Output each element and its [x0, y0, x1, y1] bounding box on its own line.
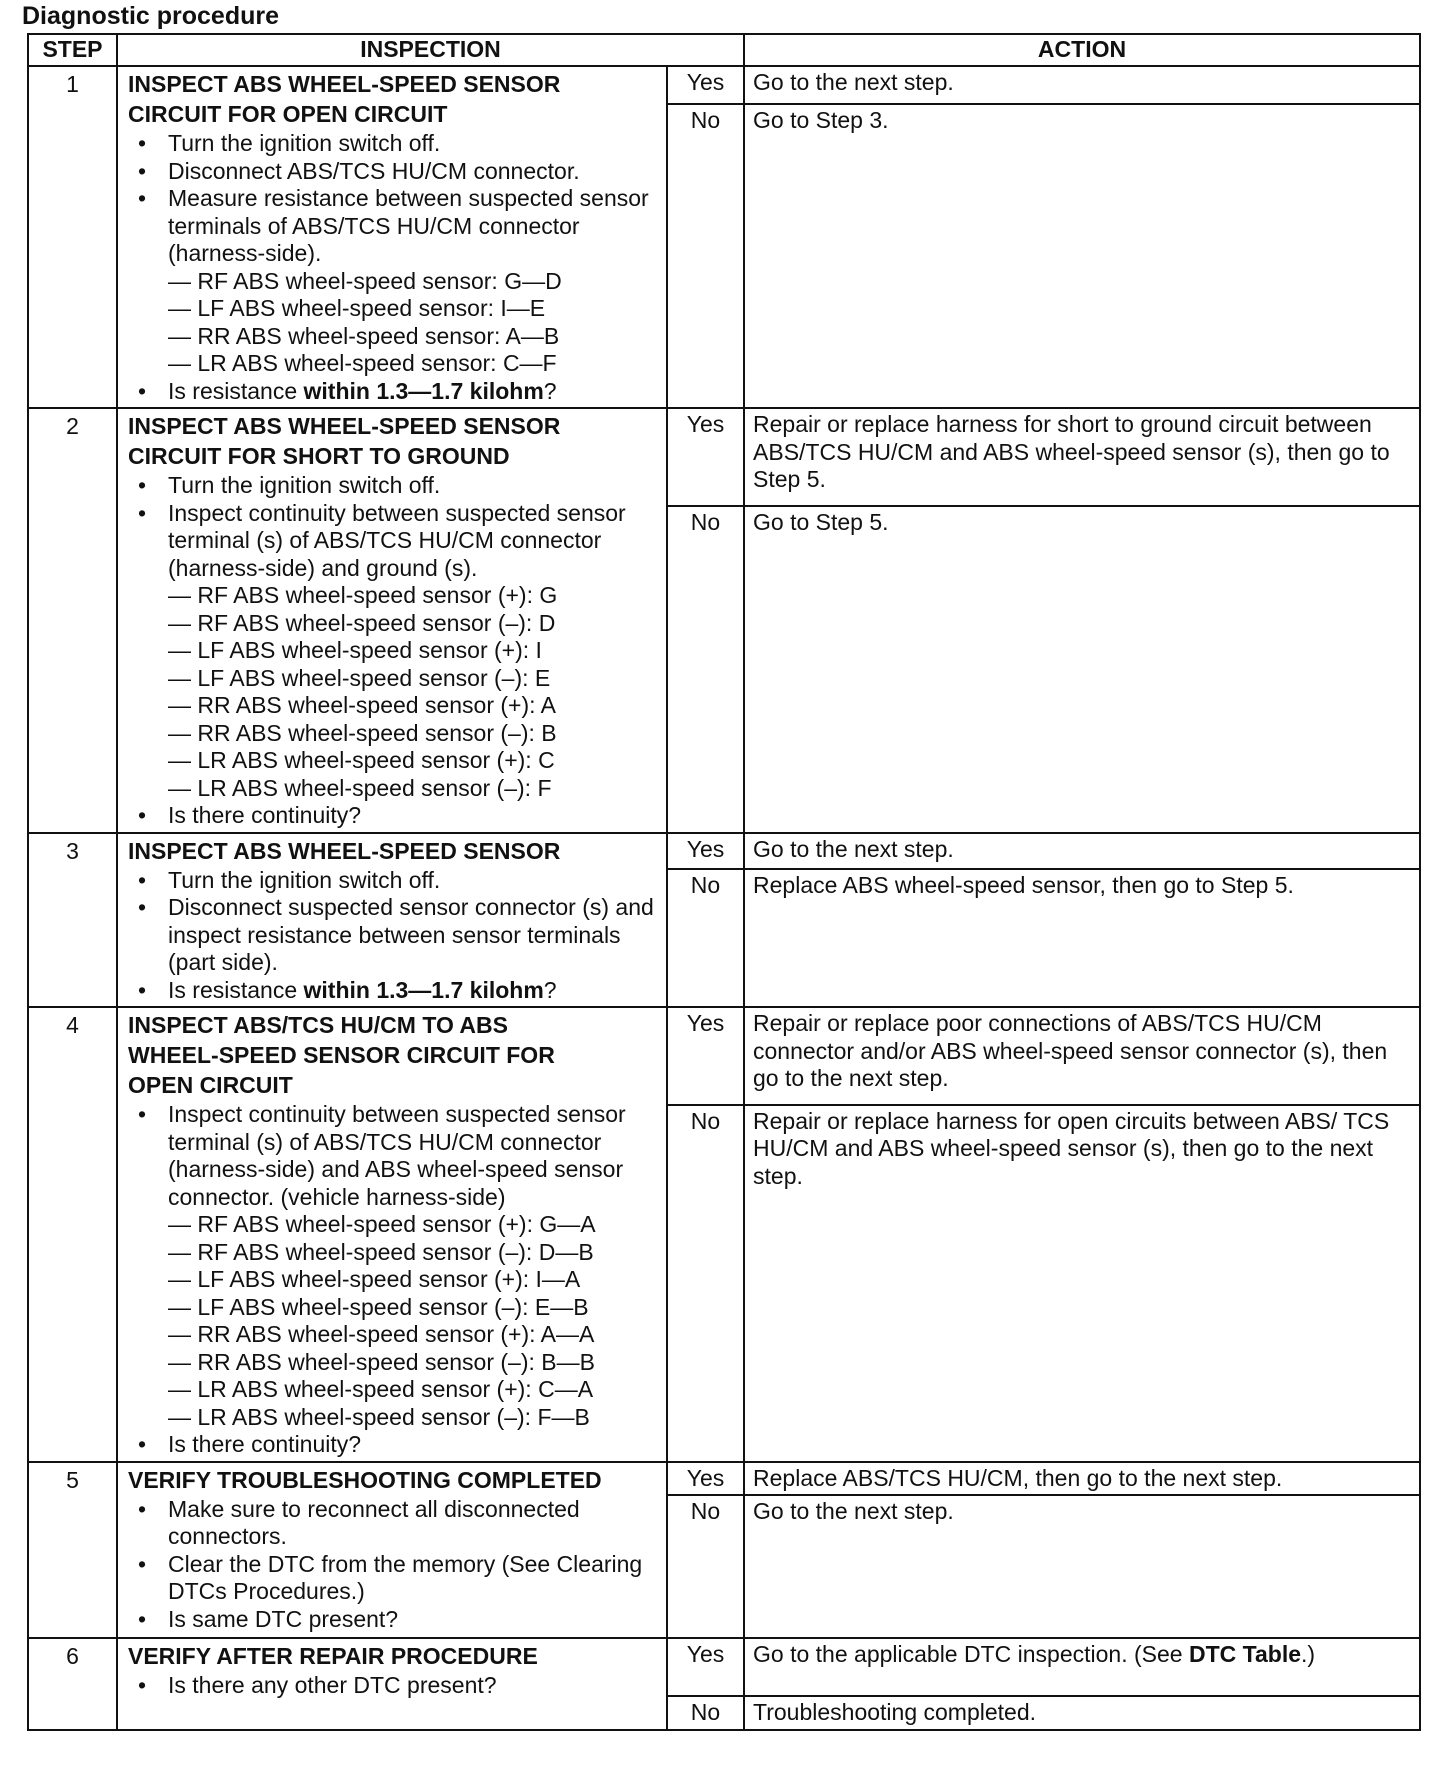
answer-no: No — [667, 1495, 744, 1638]
header-row — [28, 34, 1420, 66]
action-no: Repair or replace harness for open circuits between ABS/ TCS HU/CM and ABS wheel-speed sensor (s), then go to the next step. — [744, 1105, 1420, 1462]
bullet-item — [128, 500, 658, 803]
bullet-text: Disconnect suspected sensor connector (s) and inspect resistance between sensor terminals (part side). — [168, 894, 654, 975]
bullet-item — [128, 867, 658, 895]
action-no: Go to Step 3. — [744, 104, 1420, 408]
action-yes — [744, 408, 1420, 506]
action-yes-text: Go to the next step. — [753, 69, 954, 95]
bullet-text: Turn the ignition switch off. — [168, 866, 441, 893]
sub-item: — LF ABS wheel-speed sensor (–): E—B — [168, 1293, 589, 1320]
step-number: 1 — [28, 66, 117, 408]
step-number: 2 — [28, 408, 117, 833]
header-action: ACTION — [744, 34, 1420, 66]
inspection-title: OPEN CIRCUIT — [128, 1072, 293, 1098]
action-no: Go to the next step. — [744, 1495, 1420, 1638]
action-yes-text: Repair or replace poor connections of ABS/TCS HU/CM connector and/or ABS wheel-speed sensor connector (s), then go to the next step. — [753, 1010, 1388, 1091]
bullet-text: Turn the ignition switch off. — [168, 472, 441, 498]
inspection-bullets — [128, 1496, 658, 1634]
action-yes-end: .) — [1301, 1641, 1316, 1667]
bullet-bold-text: within 1.3—1.7 kilohm — [303, 976, 544, 1003]
inspection-title: VERIFY AFTER REPAIR PROCEDURE — [128, 1643, 538, 1669]
inspection-bullets — [128, 472, 658, 830]
inspection-title: INSPECT ABS WHEEL-SPEED SENSOR — [128, 837, 561, 864]
sub-item: — RF ABS wheel-speed sensor (–): D—B — [168, 1238, 594, 1265]
table-body — [28, 66, 1420, 1730]
action-yes — [744, 1007, 1420, 1105]
diagnostic-table — [27, 33, 1421, 1731]
bullet-text: Is resistance — [168, 976, 304, 1003]
inspection-title: VERIFY TROUBLESHOOTING COMPLETED — [128, 1466, 602, 1493]
bullet-item — [128, 378, 658, 406]
step-inspection — [117, 66, 667, 408]
step-number: 6 — [28, 1638, 117, 1730]
step-row — [28, 833, 1420, 870]
answer-yes: Yes — [667, 833, 744, 870]
sub-item: — RR ABS wheel-speed sensor (+): A — [168, 692, 556, 718]
answer-no: No — [667, 1696, 744, 1730]
header-inspection: INSPECTION — [117, 34, 744, 66]
sub-item: — LF ABS wheel-speed sensor (+): I — [168, 637, 542, 663]
bullet-text-end: ? — [543, 976, 557, 1003]
step-inspection — [117, 1638, 667, 1730]
sub-list — [168, 582, 658, 802]
bullet-item — [128, 977, 658, 1005]
action-yes-text: Go to the applicable DTC inspection. (See — [753, 1641, 1189, 1667]
sub-item: — RR ABS wheel-speed sensor (–): B — [168, 719, 557, 746]
sub-item: — LR ABS wheel-speed sensor (–): F — [168, 774, 552, 801]
bullet-item — [128, 1101, 658, 1431]
answer-no: No — [667, 869, 744, 1007]
step-number: 3 — [28, 833, 117, 1008]
inspection-title: INSPECT ABS WHEEL-SPEED SENSOR — [128, 413, 561, 439]
step-inspection — [117, 1462, 667, 1639]
action-no: Replace ABS wheel-speed sensor, then go to Step 5. — [744, 869, 1420, 1007]
bullet-text: Make sure to reconnect all disconnected connectors. — [168, 1495, 580, 1549]
action-yes-text: Replace ABS/TCS HU/CM, then go to the next step. — [753, 1464, 1283, 1491]
bullet-text: Measure resistance between suspected sensor terminals of ABS/TCS HU/CM connector (harness-side). — [168, 185, 649, 266]
inspection-bullets — [128, 1101, 658, 1459]
answer-yes: Yes — [667, 1638, 744, 1696]
sub-item: — RR ABS wheel-speed sensor (–): B—B — [168, 1348, 595, 1375]
answer-no: No — [667, 1105, 744, 1462]
sub-item: — RF ABS wheel-speed sensor (+): G — [168, 582, 558, 608]
bullet-item — [128, 130, 658, 158]
action-yes — [744, 833, 1420, 870]
action-yes-text: Go to the next step. — [753, 835, 954, 862]
inspection-bullets — [128, 1672, 658, 1700]
bullet-item — [128, 472, 658, 500]
sub-item: — LF ABS wheel-speed sensor: I—E — [168, 295, 546, 321]
step-row — [28, 408, 1420, 506]
action-yes-text: Repair or replace harness for short to ground circuit between ABS/TCS HU/CM and ABS wheel-speed sensor (s), then go to Step 5. — [753, 411, 1390, 492]
answer-yes: Yes — [667, 408, 744, 506]
action-no: Go to Step 5. — [744, 506, 1420, 832]
answer-yes: Yes — [667, 1007, 744, 1105]
bullet-item — [128, 1606, 658, 1634]
answer-no: No — [667, 506, 744, 832]
sub-item: — LF ABS wheel-speed sensor (+): I—A — [168, 1266, 581, 1292]
sub-item: — LF ABS wheel-speed sensor (–): E — [168, 664, 551, 691]
step-number: 5 — [28, 1462, 117, 1639]
header-step: STEP — [28, 34, 117, 66]
bullet-item — [128, 1551, 658, 1606]
inspection-title: INSPECT ABS/TCS HU/CM TO ABS — [128, 1012, 508, 1038]
sub-item: — RF ABS wheel-speed sensor (+): G—A — [168, 1211, 596, 1237]
step-row — [28, 1007, 1420, 1105]
inspection-bullets — [128, 130, 658, 405]
step-row — [28, 1638, 1420, 1696]
sub-item: — RR ABS wheel-speed sensor (+): A—A — [168, 1321, 595, 1347]
bullet-item — [128, 802, 658, 830]
action-yes — [744, 66, 1420, 104]
answer-yes: Yes — [667, 1462, 744, 1496]
bullet-text: Is resistance — [168, 377, 304, 404]
bullet-item — [128, 1672, 658, 1700]
bullet-text: Is there any other DTC present? — [168, 1672, 497, 1698]
answer-no: No — [667, 104, 744, 408]
bullet-bold-text: within 1.3—1.7 kilohm — [303, 377, 544, 404]
bullet-item — [128, 894, 658, 977]
bullet-text: Is there continuity? — [168, 802, 362, 828]
sub-item: — LR ABS wheel-speed sensor: C—F — [168, 350, 557, 376]
inspection-bullets — [128, 867, 658, 1005]
sub-item: — RF ABS wheel-speed sensor (–): D — [168, 609, 556, 636]
sub-item: — LR ABS wheel-speed sensor (–): F—B — [168, 1403, 590, 1430]
page-title: Diagnostic procedure — [22, 2, 279, 30]
step-row — [28, 1462, 1420, 1496]
step-inspection — [117, 833, 667, 1008]
step-inspection — [117, 1007, 667, 1462]
sub-item: — LR ABS wheel-speed sensor (+): C—A — [168, 1376, 594, 1402]
answer-yes: Yes — [667, 66, 744, 104]
sub-list — [168, 1211, 658, 1431]
inspection-title: WHEEL-SPEED SENSOR CIRCUIT FOR — [128, 1042, 555, 1068]
inspection-title: INSPECT ABS WHEEL-SPEED SENSOR — [128, 71, 561, 97]
bullet-item — [128, 1496, 658, 1551]
inspection-title: CIRCUIT FOR SHORT TO GROUND — [128, 443, 510, 469]
step-number: 4 — [28, 1007, 117, 1462]
sub-list — [168, 268, 658, 378]
bullet-text: Clear the DTC from the memory (See Clearing DTCs Procedures.) — [168, 1550, 643, 1604]
bullet-text: Disconnect ABS/TCS HU/CM connector. — [168, 157, 580, 184]
bullet-text: Inspect continuity between suspected sensor terminal (s) of ABS/TCS HU/CM connector (harness-side) and ABS wheel-speed sensor connector. (vehicle harness-side) — [168, 1101, 626, 1210]
step-row — [28, 66, 1420, 104]
step-inspection — [117, 408, 667, 833]
bullet-text: Is there continuity? — [168, 1431, 362, 1457]
bullet-text: Inspect continuity between suspected sensor terminal (s) of ABS/TCS HU/CM connector (harness-side) and ground (s). — [168, 499, 626, 581]
bullet-text-end: ? — [543, 377, 557, 404]
bullet-item — [128, 1431, 658, 1459]
bullet-item — [128, 185, 658, 378]
action-yes-bold: DTC Table — [1188, 1641, 1302, 1667]
action-no: Troubleshooting completed. — [744, 1696, 1420, 1730]
action-yes — [744, 1638, 1420, 1696]
sub-item: — LR ABS wheel-speed sensor (+): C — [168, 747, 555, 773]
sub-item: — RF ABS wheel-speed sensor: G—D — [168, 267, 562, 294]
bullet-text: Is same DTC present? — [168, 1605, 399, 1632]
action-yes — [744, 1462, 1420, 1496]
inspection-title: CIRCUIT FOR OPEN CIRCUIT — [128, 101, 448, 127]
sub-item: — RR ABS wheel-speed sensor: A—B — [168, 322, 560, 349]
bullet-text: Turn the ignition switch off. — [168, 130, 441, 156]
bullet-item — [128, 158, 658, 186]
